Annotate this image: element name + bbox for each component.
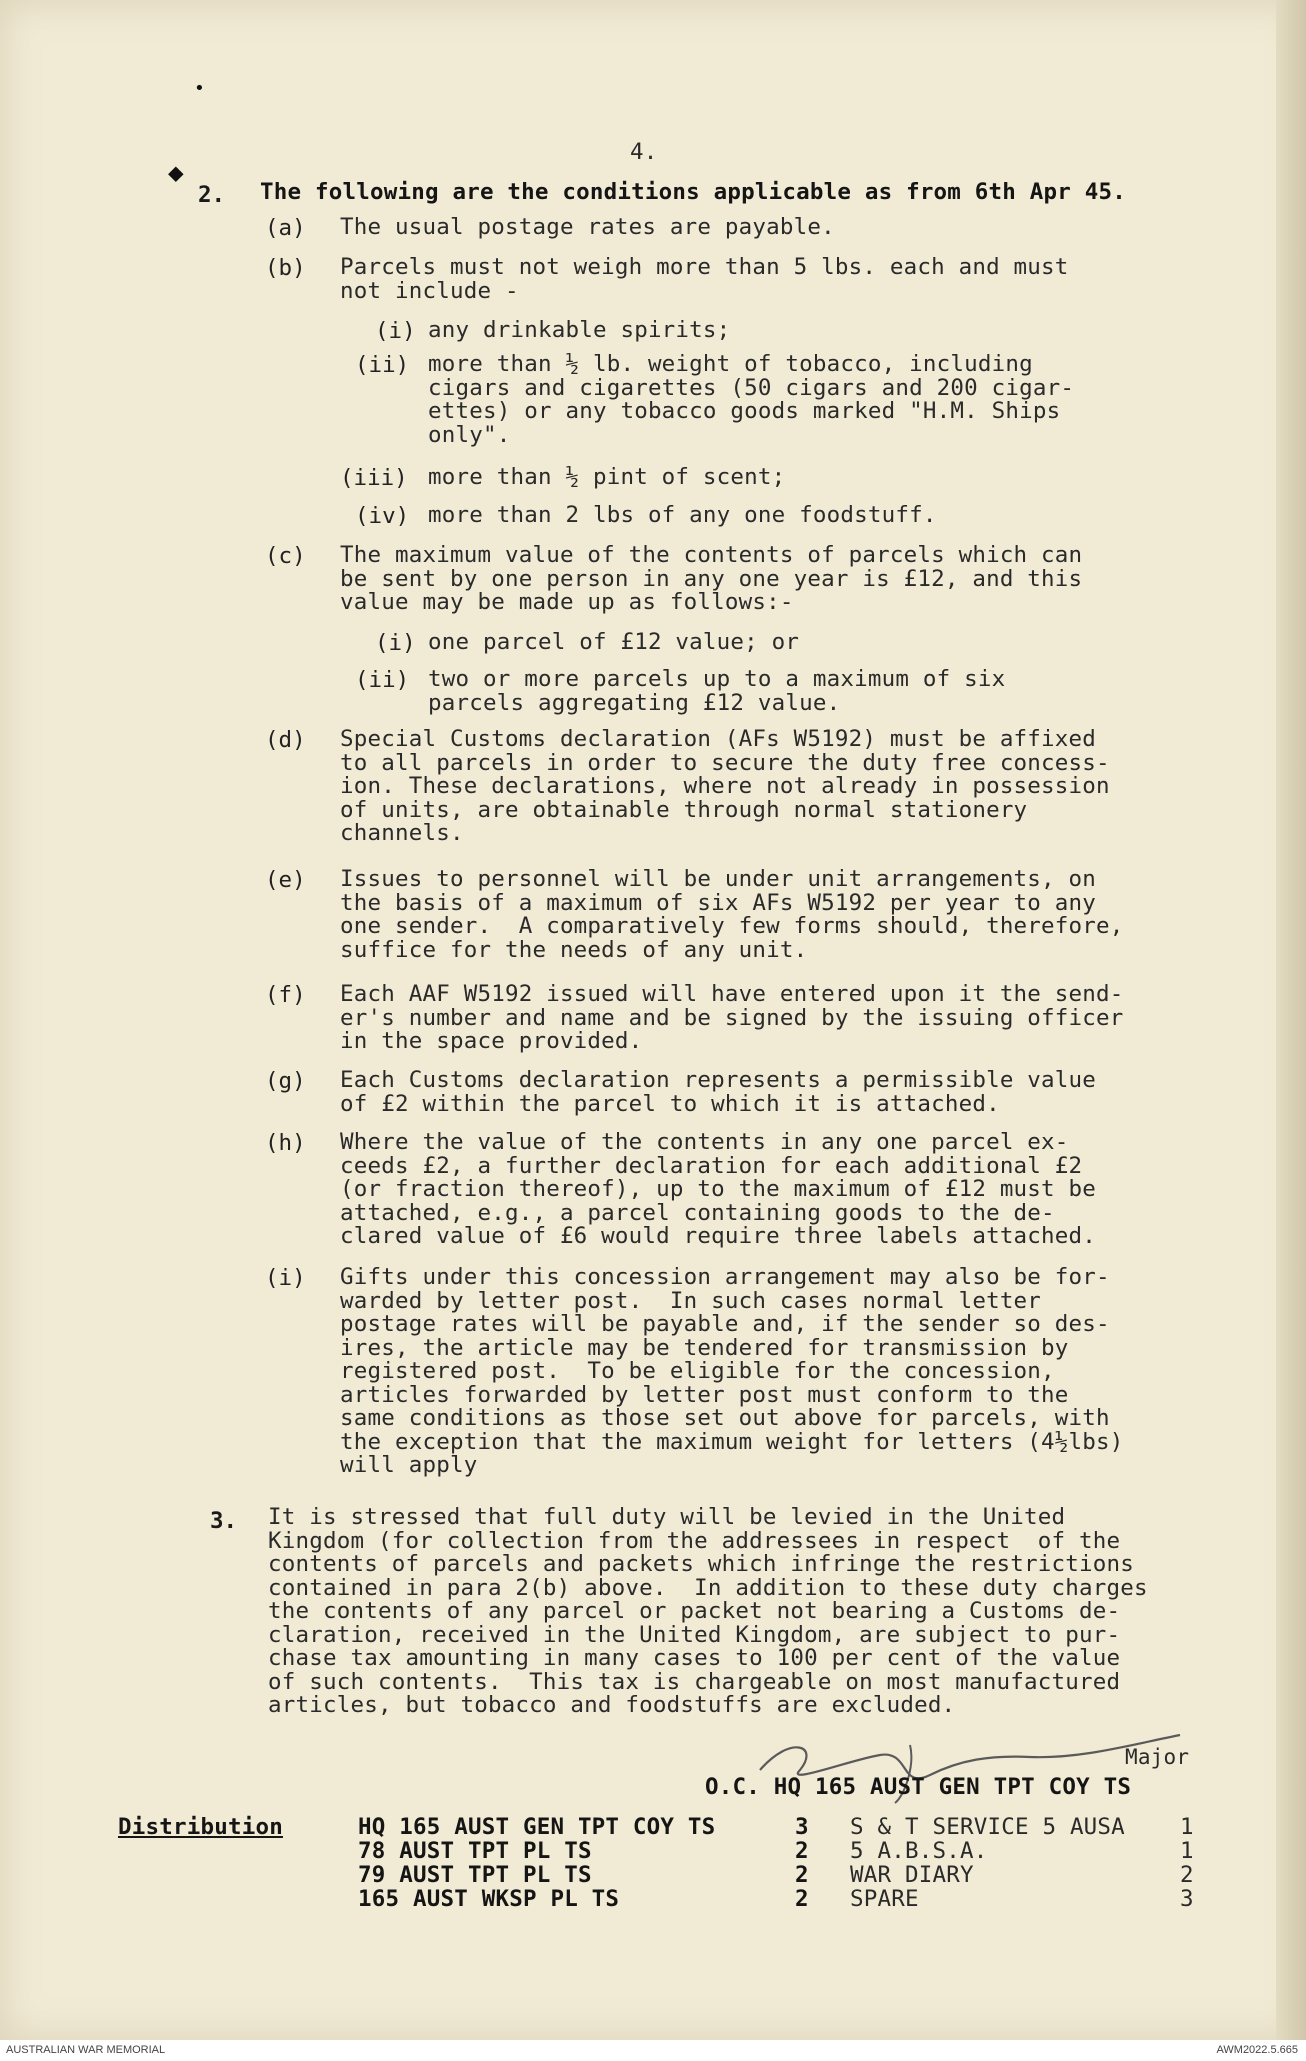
para3-number: 3.: [210, 1508, 238, 1534]
para2-a-line: The usual postage rates are payable.: [340, 214, 835, 240]
para2-e-line: suffice for the needs of any unit.: [340, 936, 808, 963]
para2-b-item-line: more than ½ pint of scent;: [428, 464, 786, 490]
para2-h-line: clared value of £6 would require three labels attached.: [340, 1223, 1097, 1249]
margin-mark: •: [194, 78, 205, 99]
para2-d-line: ion. These declarations, where not already in possession: [340, 773, 1110, 799]
page-number: 4.: [630, 139, 658, 165]
para2-b-item-label: (iv): [355, 503, 410, 529]
para2-e-label: (e): [265, 867, 306, 893]
para2-h-label: (h): [265, 1130, 306, 1156]
para2-b-item-label: (iii): [340, 465, 408, 491]
distribution-right-name: WAR DIARY: [850, 1862, 974, 1888]
para2-c-item-label: (ii): [355, 667, 410, 693]
distribution-right-count: 3: [1180, 1886, 1194, 1912]
footer-institution: AUSTRALIAN WAR MEMORIAL: [6, 2044, 166, 2056]
distribution-left-count: 2: [795, 1838, 809, 1864]
distribution-left-count: 3: [795, 1814, 809, 1840]
para2-d-line: to all parcels in order to secure the duty free concess-: [340, 749, 1110, 776]
para2-c-item-line: two or more parcels up to a maximum of six: [428, 666, 1006, 692]
para2-i-label: (i): [265, 1265, 306, 1291]
para3-line: articles, but tobacco and foodstuffs are excluded.: [268, 1692, 956, 1718]
para2-f-line: Each AAF W5192 issued will have entered upon it the send-: [340, 981, 1124, 1007]
para2-h-line: ceeds £2, a further declaration for each additional £2: [340, 1152, 1083, 1179]
para2-i-line: Gifts under this concession arrangement may also be for-: [340, 1264, 1110, 1290]
para2-a-label: (a): [265, 215, 306, 241]
distribution-right-name: 5 A.B.S.A.: [850, 1838, 988, 1864]
para3-line: of such contents. This tax is chargeable on most manufactured: [268, 1668, 1121, 1695]
arrow-mark-icon: ◆: [168, 158, 184, 188]
para2-e-line: the basis of a maximum of six AFs W5192 per year to any: [340, 889, 1097, 916]
para2-number: 2.: [198, 182, 226, 208]
para2-b-item-label: (i): [375, 318, 416, 344]
para2-d-line: of units, are obtainable through normal stationery: [340, 796, 1028, 823]
para2-d-line: channels.: [340, 820, 464, 846]
para2-b-item-line: cigars and cigarettes (50 cigars and 200 cigar-: [428, 374, 1075, 401]
para2-b-item-line: more than 2 lbs of any one foodstuff.: [428, 502, 937, 528]
para2-b-item-line: any drinkable spirits;: [428, 317, 731, 343]
para2-intro: The following are the conditions applicable as from 6th Apr 45.: [260, 179, 1127, 205]
para2-b-item-line: more than ½ lb. weight of tobacco, including: [428, 351, 1033, 377]
distribution-left-name: 78 AUST TPT PL TS: [358, 1838, 592, 1864]
distribution-left-name: HQ 165 AUST GEN TPT COY TS: [358, 1814, 716, 1840]
para2-c-item-line: one parcel of £12 value; or: [428, 629, 800, 655]
para2-h-line: Where the value of the contents in any one parcel ex-: [340, 1129, 1069, 1155]
para2-f-line: er's number and name and be signed by the issuing officer: [340, 1004, 1124, 1031]
para2-e-line: one sender. A comparatively few forms should, therefore,: [340, 913, 1124, 939]
distribution-right-count: 1: [1180, 1814, 1194, 1840]
para2-b-item-label: (ii): [355, 352, 410, 378]
para3-line: contained in para 2(b) above. In addition to these duty charges: [268, 1574, 1148, 1601]
page-edge: [1276, 0, 1306, 2040]
distribution-left-name: 79 AUST TPT PL TS: [358, 1862, 592, 1888]
para2-b-item-line: only".: [428, 421, 511, 448]
para2-e-line: Issues to personnel will be under unit arrangements, on: [340, 866, 1097, 892]
para3-line: the contents of any parcel or packet not bearing a Customs de-: [268, 1598, 1121, 1624]
para2-i-line: ires, the article may be tendered for transmission by: [340, 1334, 1069, 1361]
para2-i-line: the exception that the maximum weight for letters (4½lbs): [340, 1428, 1124, 1455]
footer-bar: [0, 2040, 1306, 2061]
distribution-right-name: S & T SERVICE 5 AUSA: [850, 1814, 1125, 1840]
para2-c-line: value may be made up as follows:-: [340, 589, 794, 615]
para2-h-line: (or fraction thereof), up to the maximum of £12 must be: [340, 1176, 1097, 1202]
para2-f-label: (f): [265, 982, 306, 1008]
signature-rank: Major: [1125, 1745, 1190, 1769]
para2-b-label: (b): [265, 255, 306, 281]
para2-i-line: warded by letter post. In such cases normal letter: [340, 1287, 1042, 1314]
footer-accession-number: AWM2022.5.665: [1216, 2044, 1298, 2056]
distribution-right-count: 2: [1180, 1862, 1194, 1888]
para2-b-line: not include -: [340, 277, 519, 304]
para2-i-line: will apply: [340, 1452, 478, 1478]
para3-line: contents of parcels and packets which infringe the restrictions: [268, 1551, 1135, 1577]
para2-i-line: postage rates will be payable and, if the sender so des-: [340, 1311, 1110, 1337]
para3-line: Kingdom (for collection from the addressees in respect of the: [268, 1527, 1121, 1554]
para2-b-item-line: ettes) or any tobacco goods marked "H.M. Ships: [428, 398, 1061, 424]
para3-line: claration, received in the United Kingdom, are subject to pur-: [268, 1621, 1121, 1648]
distribution-right-name: SPARE: [850, 1886, 919, 1912]
para2-i-line: articles forwarded by letter post must conform to the: [340, 1381, 1069, 1408]
distribution-heading: Distribution: [118, 1814, 283, 1840]
para2-g-line: Each Customs declaration represents a permissible value: [340, 1067, 1097, 1093]
para2-b-line: Parcels must not weigh more than 5 lbs. each and must: [340, 254, 1069, 280]
distribution-left-name: 165 AUST WKSP PL TS: [358, 1886, 620, 1912]
distribution-left-count: 2: [795, 1886, 809, 1912]
para3-line: chase tax amounting in many cases to 100 per cent of the value: [268, 1645, 1121, 1671]
para2-f-line: in the space provided.: [340, 1028, 643, 1054]
para2-d-line: Special Customs declaration (AFs W5192) must be affixed: [340, 726, 1097, 752]
para2-c-line: The maximum value of the contents of parcels which can: [340, 542, 1083, 568]
para2-i-line: same conditions as those set out above for parcels, with: [340, 1405, 1110, 1431]
para2-c-item-line: parcels aggregating £12 value.: [428, 689, 841, 716]
para2-g-label: (g): [265, 1068, 306, 1094]
distribution-right-count: 1: [1180, 1838, 1194, 1864]
para3-line: It is stressed that full duty will be levied in the United: [268, 1504, 1066, 1530]
para2-h-line: attached, e.g., a parcel containing goods to the de-: [340, 1199, 1055, 1226]
para2-c-item-label: (i): [375, 630, 416, 656]
para2-d-label: (d): [265, 727, 306, 753]
para2-i-line: registered post. To be eligible for the concession,: [340, 1358, 1055, 1384]
para2-c-label: (c): [265, 543, 306, 569]
para2-g-line: of £2 within the parcel to which it is attached.: [340, 1090, 1000, 1117]
para2-c-line: be sent by one person in any one year is £12, and this: [340, 565, 1083, 592]
signature-title: O.C. HQ 165 AUST GEN TPT COY TS: [705, 1774, 1132, 1800]
distribution-left-count: 2: [795, 1862, 809, 1888]
